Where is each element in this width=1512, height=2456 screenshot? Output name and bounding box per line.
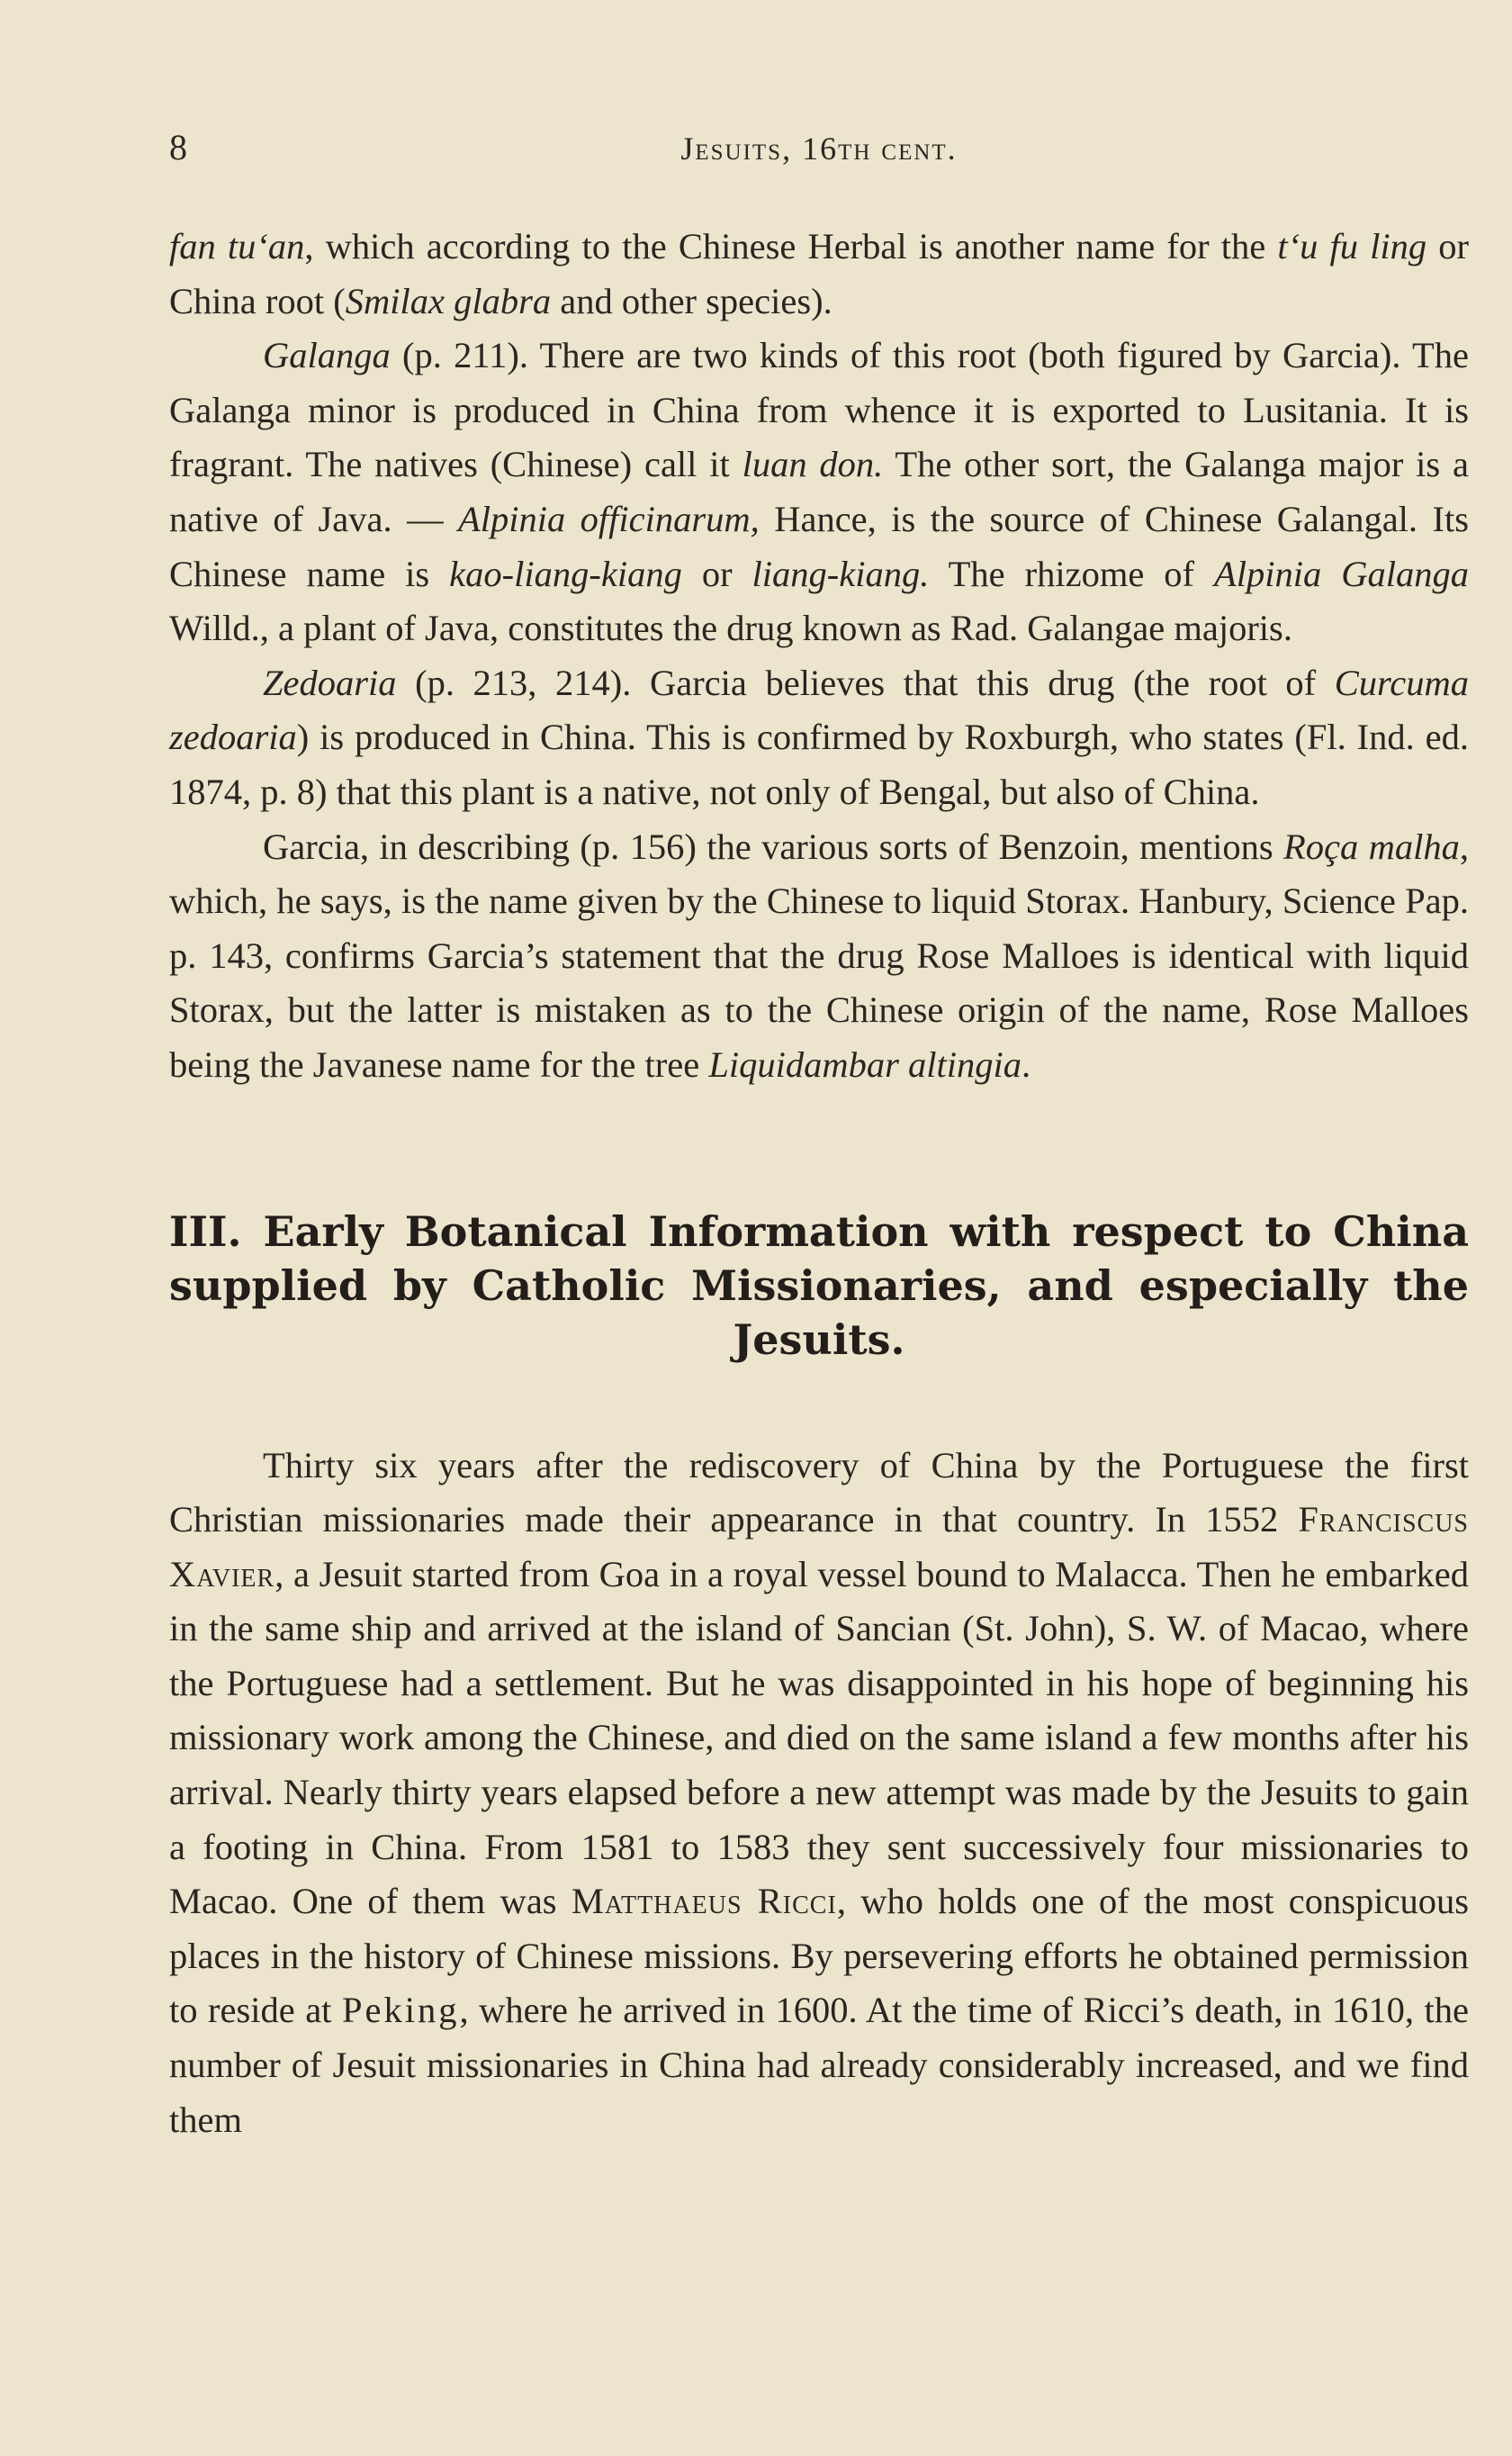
italic-term: Curcuma zedoaria — [169, 662, 1469, 758]
text-run: and other species). — [551, 280, 832, 321]
person-name: Matthaeus Ricci — [571, 1881, 837, 1922]
italic-term: Alpinia Galanga — [1214, 553, 1469, 594]
italic-term: Liquidambar altingia — [708, 1043, 1022, 1085]
italic-term: Galanga — [263, 335, 391, 376]
running-head: Jesuits, 16th cent. — [680, 131, 958, 167]
italic-term: luan don. — [742, 444, 884, 485]
text-run: or China root ( — [169, 226, 1469, 321]
text-run: Thirty six years after the rediscovery of China by the Portuguese the first Christian missionaries made their appearance in that country. In 1552 — [169, 1444, 1469, 1540]
italic-term: fan tu‘an — [169, 226, 305, 266]
text-run: . — [1022, 1043, 1031, 1085]
italic-term: Alpinia officinarum, — [458, 498, 760, 539]
italic-term: Roça malha — [1283, 826, 1460, 867]
text-run: , which according to the Chinese Herbal is another name for the — [304, 226, 1278, 266]
paragraph-benzoin — [169, 820, 1469, 1093]
text-run: The other sort, the Galanga major is a native of Java. — — [169, 444, 1469, 539]
person-name: Franciscus Xavier — [169, 1499, 1469, 1594]
text-run: ) is produced in China. This is confirmed by Roxburgh, who states (Fl. Ind. ed. 1874, p. 8) that this plant is a native, not only of Bengal, but also of China. — [169, 717, 1469, 812]
italic-term: t‘u fu ling — [1277, 226, 1427, 266]
paragraph-galanga — [169, 329, 1469, 656]
italic-term: Smilax glabra — [345, 280, 552, 321]
italic-term: Zedoaria — [263, 662, 397, 703]
text-run: (p. 211). There are two kinds of this root (both figured by Garcia). The Galanga minor is produced in China from whence it is exported to Lusitania. It is fragrant. The natives (Chinese) call it — [169, 335, 1469, 485]
body-text — [169, 220, 1469, 2147]
text-run: , who holds one of the most conspicuous places in the history of Chinese missions. By persevering efforts he obtained permission to reside at — [169, 1881, 1470, 2031]
text-run: Willd., a plant of Java, constitutes the drug known as Rad. Galangae majoris. — [169, 608, 1292, 649]
text-run: Garcia, in describing (p. 156) the various sorts of Benzoin, mentions — [263, 826, 1284, 867]
text-run: Hance, is the source of Chinese Galangal. Its Chinese name is — [169, 498, 1469, 594]
page-number: 8 — [169, 127, 187, 167]
text-run: The rhizome of — [929, 553, 1215, 594]
page-header — [169, 126, 1469, 180]
text-run: , where he arrived in 1600. At the time of Ricci’s death, in 1610, the number of Jesuit missionaries in China had already considerably increased, and we find them — [169, 1990, 1469, 2140]
paragraph-missionaries — [169, 1439, 1469, 2148]
italic-term: kao-liang-kiang — [449, 553, 682, 594]
paragraph-china-root — [169, 220, 1469, 329]
italic-term: liang-kiang. — [752, 553, 930, 594]
text-run: , a Jesuit started from Goa in a royal vessel bound to Malacca. Then he embarked in the same ship and arrived at the island of Sancian (St. John), S. W. of Macao, where the Portuguese had a settlement. But he was disappointed in his hope of beginning his missionary work among the Chinese, and died on the same island a few months after his arrival. Nearly thirty years elapsed before a new attempt was made by the Jesuits to gain a footing in China. From 1581 to 1583 they sent successively four missionaries to Macao. One of them was — [169, 1553, 1469, 1922]
text-run: (p. 213, 214). Garcia believes that this drug (the root of — [396, 662, 1335, 703]
section-heading: III. Early Botanical Information with respect to China supplied by Catholic Missionaries, and especially the Jesuits. — [169, 1206, 1469, 1364]
place-name: Peking — [341, 1990, 460, 2031]
text-run: , which, he says, is the name given by the Chinese to liquid Storax. Hanbury, Science Pap. p. 143, confirms Garcia’s statement that the drug Rose Malloes is identical with liquid Storax, but the latter is mistaken as to the Chinese origin of the name, Rose Malloes being the Javanese name for the tree — [169, 826, 1469, 1085]
paragraph-zedoaria — [169, 656, 1469, 820]
text-run: or — [681, 553, 752, 594]
